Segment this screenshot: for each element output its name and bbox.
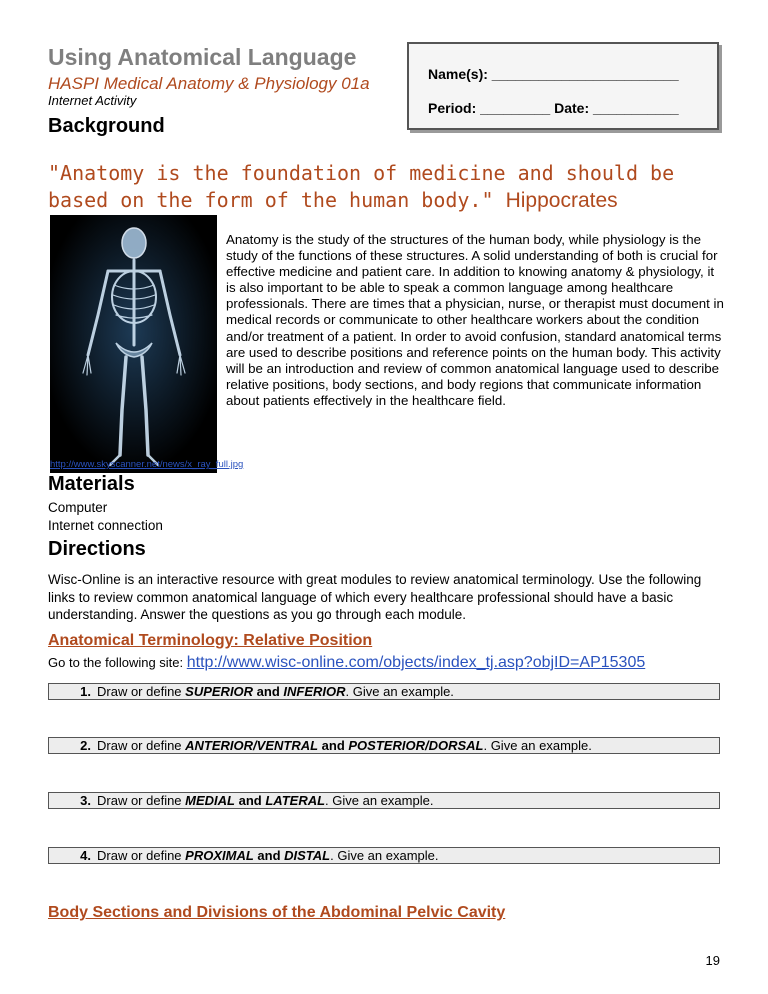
body-sections-heading: Body Sections and Divisions of the Abdominal Pelvic Cavity (48, 904, 506, 921)
period-label: Period: (428, 100, 477, 116)
name-blank[interactable]: ________________________ (491, 66, 679, 82)
period-blank[interactable]: _________ (480, 100, 551, 116)
question-box (48, 683, 720, 700)
relative-position-heading: Anatomical Terminology: Relative Position (48, 632, 373, 649)
question-text: . Give an example. (330, 848, 439, 863)
background-heading: Background (48, 115, 165, 137)
question-number: 4. (80, 848, 91, 863)
question-text: . Give an example. (483, 738, 592, 753)
question-number: 2. (80, 738, 91, 753)
question-text: Draw or define (97, 793, 186, 808)
name-label: Name(s): (428, 66, 488, 82)
materials-item: Internet connection (48, 518, 163, 533)
question-term: ANTERIOR/VENTRAL (185, 738, 319, 753)
question-term: INFERIOR (283, 684, 346, 699)
question-term: LATERAL (265, 793, 326, 808)
goto-text: Go to the following site: (48, 655, 184, 670)
name-line (428, 66, 679, 82)
question-number: 1. (80, 684, 91, 699)
question-term: DISTAL (284, 848, 331, 863)
xray-skeleton-image (50, 215, 217, 473)
question-number: 3. (80, 793, 91, 808)
question-text: Draw or define (97, 684, 186, 699)
background-paragraph: Anatomy is the study of the structures of the human body, while physiology is the study of the functions of these structures. A solid understanding of both is crucial for effective medicine and patient care. In addition to knowing anatomy & physiology, it is also important to be able to speak a common language among healthcare professionals. There are times that a physician, nurse, or therapist must document in medical records or communicate to other healthcare workers about the condition and/or treatment of a patient. In order to avoid confusion, standard anatomical terms are used to describe positions and reference points on the human body. This activity will be an introduction and review of common anatomical language used to describe relative positions, body sections, and body regions that communicate information about patients effectively in the healthcare field. (226, 232, 724, 408)
question-box (48, 847, 720, 864)
wisc-online-link[interactable]: http://www.wisc-online.com/objects/index_tj.asp?objID=AP15305 (186, 654, 646, 671)
question-conjunction: and (318, 738, 349, 753)
question-conjunction: and (253, 848, 285, 863)
image-source-link[interactable]: http://www.skyscanner.net/news/x_ray_full.jpg (50, 459, 244, 470)
question-text: . Give an example. (345, 684, 454, 699)
period-date-line (428, 100, 679, 116)
question-term: PROXIMAL (185, 848, 254, 863)
question-box (48, 737, 720, 754)
materials-item: Computer (48, 500, 108, 515)
directions-heading: Directions (48, 538, 146, 560)
skeleton-icon (50, 215, 217, 473)
quote-author: Hippocrates (505, 189, 618, 212)
date-label: Date: (554, 100, 590, 116)
question-text: Draw or define (97, 738, 186, 753)
goto-line (48, 654, 645, 672)
question-text: Draw or define (97, 848, 186, 863)
page-number: 19 (705, 953, 720, 968)
materials-heading: Materials (48, 473, 135, 495)
page-title: Using Anatomical Language (48, 44, 357, 70)
question-term: MEDIAL (185, 793, 235, 808)
activity-type: Internet Activity (48, 93, 137, 108)
question-box (48, 792, 720, 809)
question-term: SUPERIOR (185, 684, 254, 699)
quote-text: "Anatomy is the foundation of medicine and should be based on the form of the human body." (48, 161, 675, 212)
question-conjunction: and (253, 684, 284, 699)
date-blank[interactable]: ___________ (593, 100, 679, 116)
hippocrates-quote (48, 160, 738, 214)
directions-paragraph: Wisc-Online is an interactive resource with great modules to review anatomical terminology. Use the following links to review common anatomical language of which every healthcare professional should have a basic understanding. Answer the questions as you go through each module. (48, 572, 702, 622)
course-subtitle: HASPI Medical Anatomy & Physiology 01a (48, 74, 370, 93)
name-box (407, 42, 719, 130)
question-term: POSTERIOR/DORSAL (348, 738, 484, 753)
question-conjunction: and (235, 793, 266, 808)
question-text: . Give an example. (325, 793, 434, 808)
